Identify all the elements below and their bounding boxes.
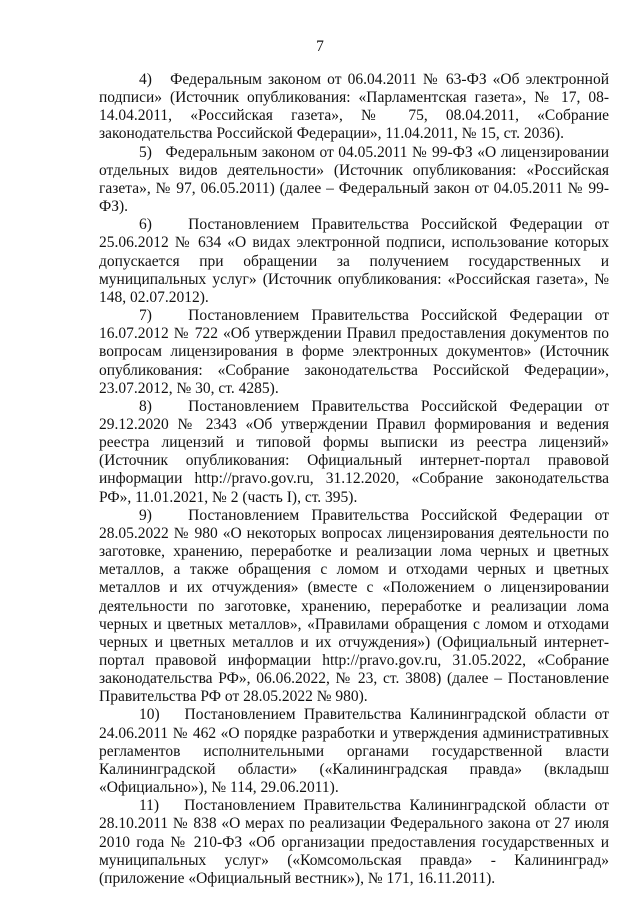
list-item-4: 4) Федеральным законом от 06.04.2011 № 63-ФЗ «Об электронной подписи» (Источник опубликования: «Парламентская газета», № 17, 08-14.04.2011, «Российская газета», № 75, 08.04.2011, «Собрание законодательства Российской Федерации», 11.04.2011, № 15, ст. 2036).	[99, 71, 609, 143]
list-item-8: 8) Постановлением Правительства Российской Федерации от 29.12.2020 № 2343 «Об утверждении Правил формирования и ведения реестра лицензий и типовой формы выписки из реестра лицензий» (Источник опубликования: Официальный интернет-портал правовой информации http://pravo.gov.ru, 31.12.2020, «Собрание законодательства РФ», 11.01.2021, № 2 (часть I), ст. 395).	[99, 397, 609, 506]
document-body	[99, 71, 609, 888]
list-item-11: 11) Постановлением Правительства Калининградской области от 28.10.2011 № 838 «О мерах по реализации Федерального закона от 27 июля 2010 года № 210-ФЗ «Об организации предоставления государственных и муниципальных услуг» («Комсомольская правда» - Калининград» (приложение «Официальный вестник»), № 171, 16.11.2011).	[99, 797, 609, 887]
list-item-6: 6) Постановлением Правительства Российской Федерации от 25.06.2012 № 634 «О видах электронной подписи, использование которых допускается при обращении за получением государственных и муниципальных услуг» (Источник опубликования: «Российская газета», № 148, 02.07.2012).	[99, 216, 609, 306]
list-item-9: 9) Постановлением Правительства Российской Федерации от 28.05.2022 № 980 «О некоторых вопросах лицензирования деятельности по заготовке, хранению, переработке и реализации лома черных и цветных металлов, а также обращения с ломом и отходами черных и цветных металлов и их отчуждения» (вместе с «Положением о лицензировании деятельности по заготовке, хранению, переработке и реализации лома черных и цветных металлов», «Правилами обращения с ломом и отходами черных и цветных металлов и их отчуждения») (Официальный интернет-портал правовой информации http://pravo.gov.ru, 31.05.2022, «Собрание законодательства РФ», 06.06.2022, № 23, ст. 3808) (далее – Постановление Правительства РФ от 28.05.2022 № 980).	[99, 506, 609, 706]
page-number: 7	[316, 38, 324, 55]
list-item-7: 7) Постановлением Правительства Российской Федерации от 16.07.2012 № 722 «Об утверждении Правил предоставления документов по вопросам лицензирования в форме электронных документов» (Источник опубликования: «Собрание законодательства Российской Федерации», 23.07.2012, № 30, ст. 4285).	[99, 307, 609, 397]
list-item-10: 10) Постановлением Правительства Калининградской области от 24.06.2011 № 462 «О порядке разработки и утверждения административных регламентов исполнительными органами государственной власти Калининградской области» («Калининградская правда» (вкладыш «Официально»), № 114, 29.06.2011).	[99, 706, 609, 797]
list-item-5: 5) Федеральным законом от 04.05.2011 № 99-ФЗ «О лицензировании отдельных видов деятельности» (Источник опубликования: «Российская газета», № 97, 06.05.2011) (далее – Федеральный закон от 04.05.2011 № 99-ФЗ).	[99, 143, 609, 216]
